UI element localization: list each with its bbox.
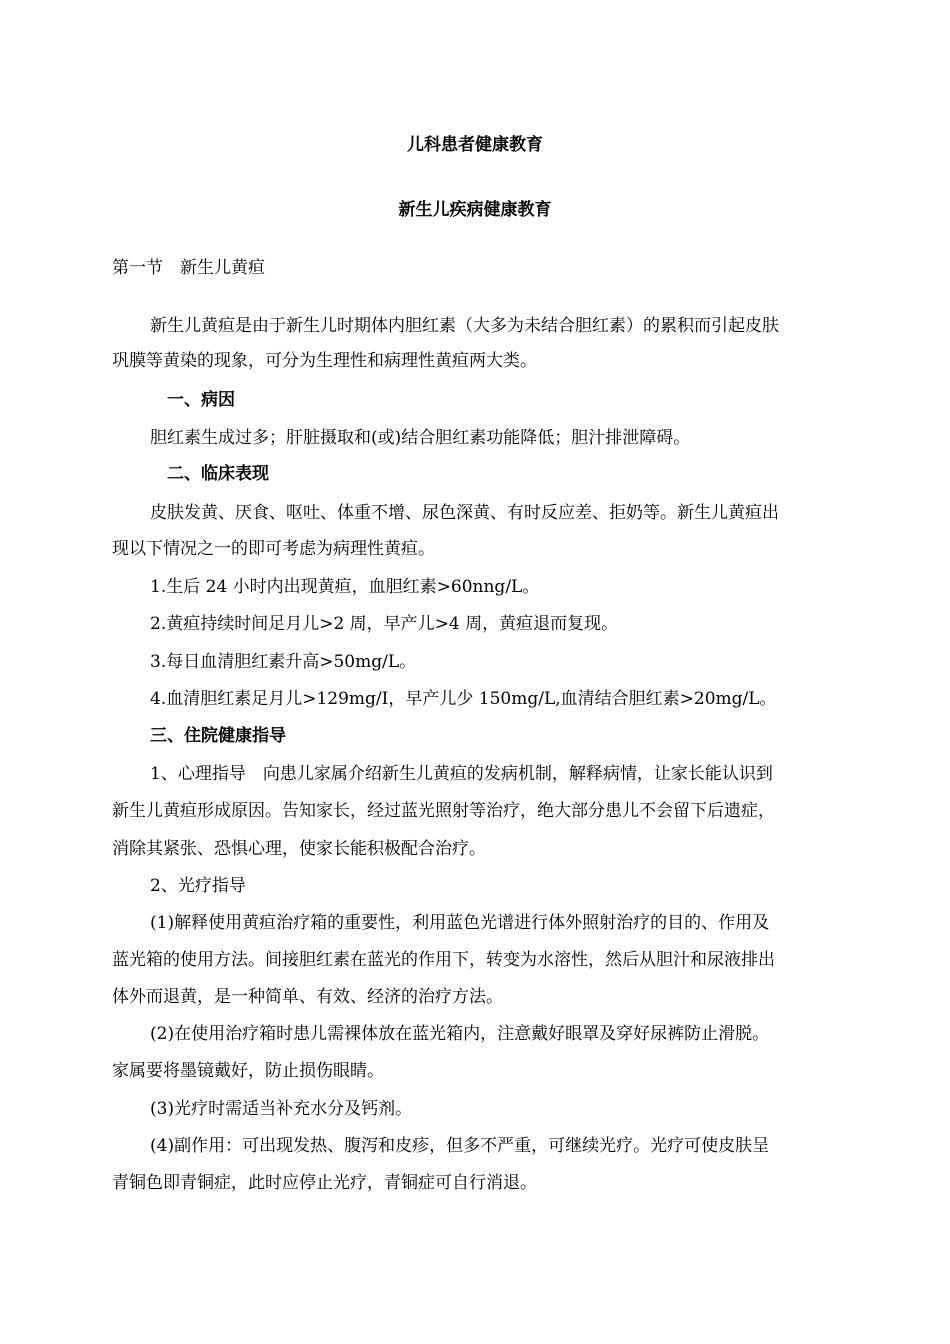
criteria-item-4: 4.血清胆红素足月儿>129mg/I，早产儿少 150mg/L,血清结合胆红素>20mg/L。 bbox=[150, 689, 777, 709]
phototherapy-heading: 2、光疗指导 bbox=[150, 876, 246, 896]
photo-p3: (3)光疗时需适当补充水分及钙剂。 bbox=[150, 1099, 413, 1119]
heading-clinical: 二、临床表现 bbox=[167, 464, 269, 484]
psych-line-2: 新生儿黄疸形成原因。告知家长，经过蓝光照射等治疗，绝大部分患儿不会留下后遗症， bbox=[112, 801, 775, 821]
cause-text: 胆红素生成过多；肝脏摄取和(或)结合胆红素功能降低；胆汁排泄障碍。 bbox=[150, 428, 691, 448]
criteria-item-1: 1.生后 24 小时内出现黄疸，血胆红素>60nng/L。 bbox=[150, 577, 540, 597]
criteria-item-3: 3.每日血清胆红素升高>50mg/L。 bbox=[150, 652, 417, 672]
photo-p2-line-2: 家属要将墨镜戴好，防止损伤眼睛。 bbox=[112, 1061, 384, 1081]
intro-line-1: 新生儿黄疸是由于新生儿时期体内胆红素（大多为未结合胆红素）的累积而引起皮肤 bbox=[150, 316, 779, 336]
psych-line-1: 1、心理指导 向患儿家属介绍新生儿黄疸的发病机制，解释病情，让家长能认识到 bbox=[150, 764, 773, 784]
psych-line-3: 消除其紧张、恐惧心理，使家长能积极配合治疗。 bbox=[112, 839, 486, 859]
clinical-line-2: 现以下情况之一的即可考虑为病理性黄疸。 bbox=[112, 539, 435, 559]
section-heading: 第一节 新生儿黄疸 bbox=[112, 258, 265, 278]
photo-p1-line-1: (1)解释使用黄疸治疗箱的重要性，利用蓝色光谱进行体外照射治疗的目的、作用及 bbox=[150, 913, 770, 933]
photo-p1-line-2: 蓝光箱的使用方法。间接胆红素在蓝光的作用下，转变为水溶性，然后从胆汁和尿液排出 bbox=[112, 950, 775, 970]
doc-title: 儿科患者健康教育 bbox=[407, 135, 543, 155]
photo-p2-line-1: (2)在使用治疗箱时患儿需裸体放在蓝光箱内，注意戴好眼罩及穿好尿裤防止滑脱。 bbox=[150, 1024, 770, 1044]
intro-line-2: 巩膜等黄染的现象，可分为生理性和病理性黄疸两大类。 bbox=[112, 351, 537, 371]
photo-p4-line-1: (4)副作用：可出现发热、腹泻和皮疹，但多不严重，可继续光疗。光疗可使皮肤呈 bbox=[150, 1136, 770, 1156]
criteria-item-2: 2.黄疸持续时间足月儿>2 周，早产儿>4 周，黄疸退而复现。 bbox=[150, 614, 619, 634]
heading-inpatient: 三、住院健康指导 bbox=[150, 726, 286, 746]
photo-p1-line-3: 体外而退黄，是一种简单、有效、经济的治疗方法。 bbox=[112, 987, 503, 1007]
heading-cause: 一、病因 bbox=[167, 390, 235, 410]
clinical-line-1: 皮肤发黄、厌食、呕吐、体重不增、尿色深黄、有时反应差、拒奶等。新生儿黄疸出 bbox=[150, 503, 779, 523]
photo-p4-line-2: 青铜色即青铜症，此时应停止光疗，青铜症可自行消退。 bbox=[112, 1173, 537, 1193]
doc-subtitle: 新生儿疾病健康教育 bbox=[398, 200, 552, 220]
